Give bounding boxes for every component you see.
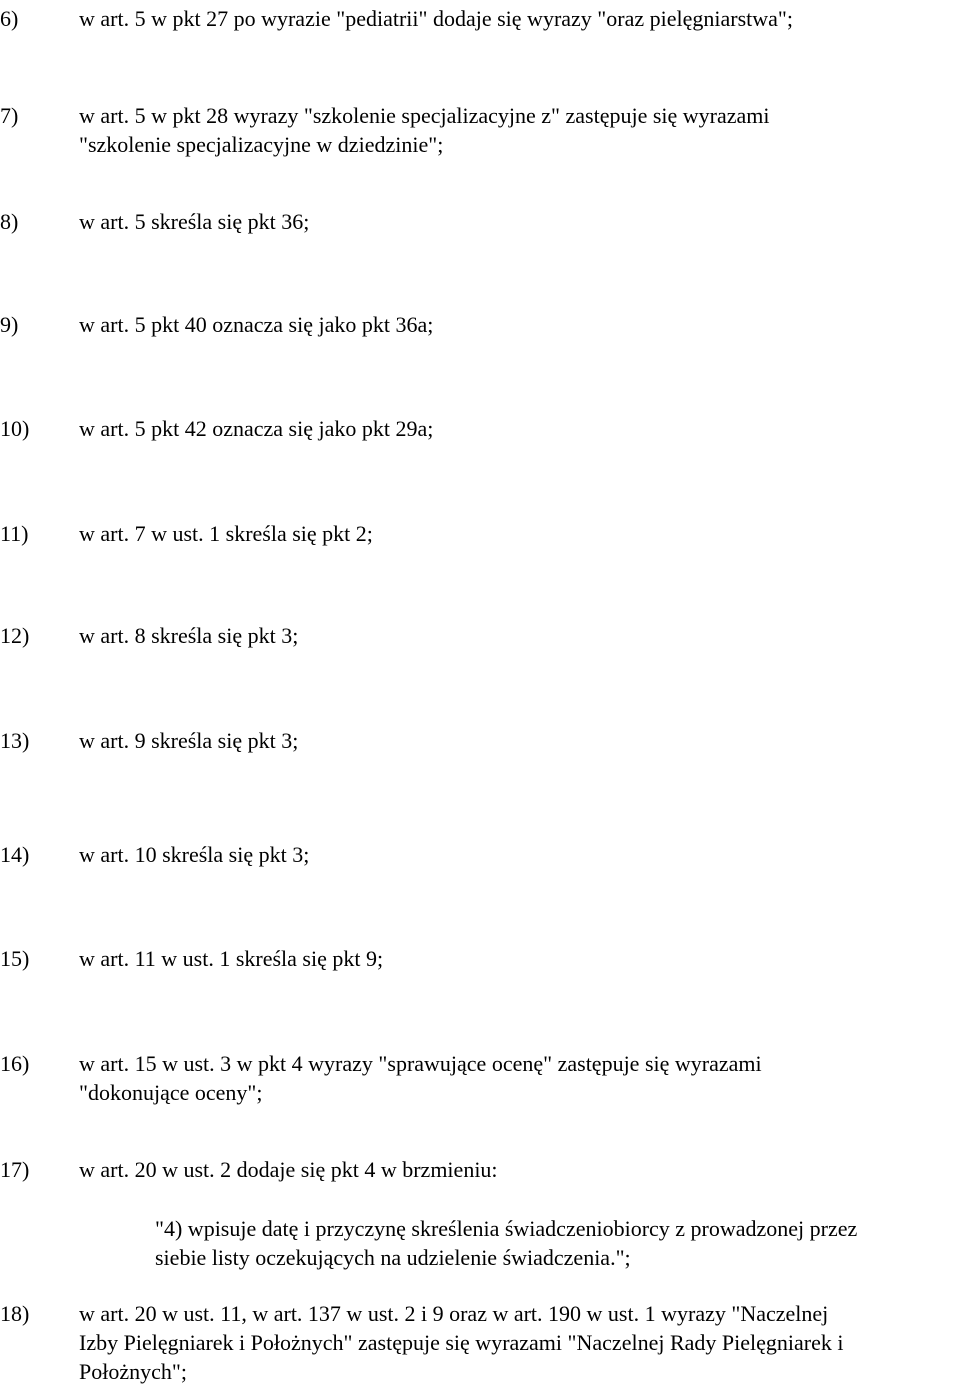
item-text: w art. 5 pkt 40 oznacza się jako pkt 36a; [79,312,434,337]
item-number: 12) [0,623,30,648]
item-number: 16) [0,1051,30,1076]
item-number: 11) [0,521,29,546]
item-text: w art. 5 w pkt 28 wyrazy "szkolenie specjalizacyjne z" zastępuje się wyrazami "szkolenie specjalizacyjne w dziedzinie"; [79,103,770,157]
item-text: w art. 9 skreśla się pkt 3; [79,728,299,753]
item-number: 7) [0,103,19,128]
item-number: 9) [0,312,19,337]
item-number: 14) [0,842,30,867]
item-number: 6) [0,6,19,31]
item-number: 10) [0,416,30,441]
item-text: w art. 10 skreśla się pkt 3; [79,842,310,867]
item-text: w art. 20 w ust. 2 dodaje się pkt 4 w brzmieniu: [79,1157,498,1182]
item-text: w art. 8 skreśla się pkt 3; [79,623,299,648]
item-text: w art. 5 w pkt 27 po wyrazie "pediatrii" dodaje się wyrazy "oraz pielęgniarstwa"; [79,6,794,31]
item-number: 13) [0,728,30,753]
item-text: w art. 5 skreśla się pkt 36; [79,209,310,234]
item-text: w art. 11 w ust. 1 skreśla się pkt 9; [79,946,384,971]
item-number: 18) [0,1301,30,1326]
item-number: 17) [0,1157,30,1182]
item-text: w art. 5 pkt 42 oznacza się jako pkt 29a; [79,416,434,441]
item-text: w art. 15 w ust. 3 w pkt 4 wyrazy "sprawujące ocenę" zastępuje się wyrazami "dokonujące oceny"; [79,1051,762,1105]
item-text: w art. 20 w ust. 11, w art. 137 w ust. 2 i 9 oraz w art. 190 w ust. 1 wyrazy "Naczelnej Izby Pielęgniarek i Położnych" zastępuje się wyrazami "Naczelnej Rady Pielęgniarek i Położnych"; [79,1301,844,1384]
item-number: 8) [0,209,19,234]
item-number: 15) [0,946,30,971]
quoted-amendment-text: "4) wpisuje datę i przyczynę skreślenia świadczeniobiorcy z prowadzonej przez siebie listy oczekujących na udzielenie świadczenia."; [155,1216,858,1270]
item-text: w art. 7 w ust. 1 skreśla się pkt 2; [79,521,373,546]
